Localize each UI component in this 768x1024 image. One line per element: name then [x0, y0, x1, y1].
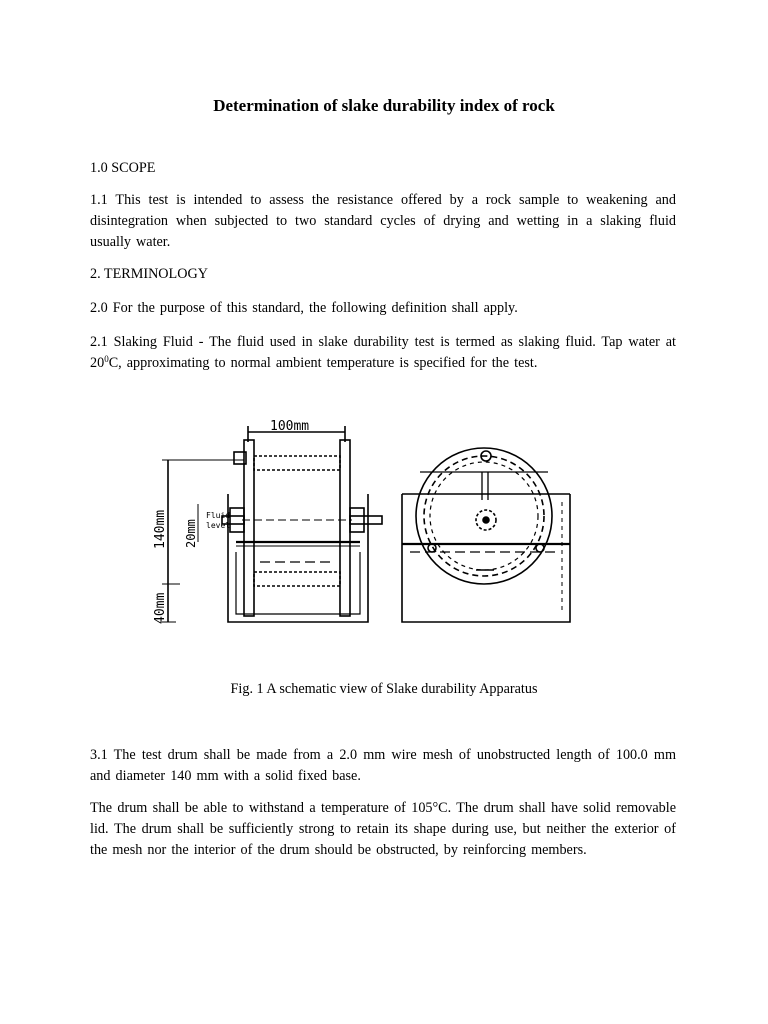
- end-view: [402, 448, 570, 622]
- drum-mesh-circle: [424, 456, 544, 576]
- width-label: 100mm: [270, 419, 310, 434]
- height-label: 140mm: [153, 509, 168, 549]
- page-title: Determination of slake durability index of rock: [213, 96, 555, 115]
- bearing-left: [230, 508, 244, 532]
- drum-plate-right: [340, 440, 350, 616]
- bearing-right: [350, 508, 364, 532]
- paragraph-2-1: [90, 332, 676, 374]
- axle-center: [483, 517, 489, 523]
- tank-outline: [228, 494, 368, 622]
- drum-outer-circle: [416, 448, 552, 584]
- roller-left: [428, 544, 436, 552]
- figure-caption: Fig. 1 A schematic view of Slake durability Apparatus: [230, 681, 538, 697]
- drum-mesh-bottom: [254, 572, 340, 586]
- section-heading-scope: 1.0 SCOPE: [90, 160, 156, 176]
- axle-right: [350, 516, 382, 524]
- paragraph-2-1-text-cont: C, approximating to normal ambient temperature is specified for the test.: [108, 355, 538, 371]
- paragraph-1-1: 1.1 This test is intended to assess the resistance offered by a rock sample to weakening and disintegration when subjected to two standard cycles of drying and wetting in a slaking fluid usually water.: [90, 192, 676, 250]
- paragraph-3-1: 3.1 The test drum shall be made from a 2.0 mm wire mesh of unobstructed length of 100.0 mm and diameter 140 mm with a solid fixed base.: [90, 747, 676, 784]
- slake-durability-schematic: [150, 412, 590, 634]
- section-heading-terminology: 2. TERMINOLOGY: [90, 266, 208, 282]
- paragraph-3-2: The drum shall be able to withstand a temperature of 105°C. The drum shall have solid removable lid. The drum shall be sufficiently strong to retain its shape during use, but neither the exterior of the mesh nor the interior of the drum should be obstructed, by reinforcing members.: [90, 800, 676, 858]
- roller-right: [536, 544, 544, 552]
- fluid-label: Fluid: [206, 511, 231, 520]
- end-tank-outline: [402, 494, 570, 622]
- drum-plate-left: [244, 440, 254, 616]
- superscript-degree: 0: [104, 354, 109, 364]
- drum-inner-circle: [430, 462, 538, 570]
- apparatus-figure: [150, 412, 590, 634]
- level-label: level: [206, 521, 231, 530]
- drum-mesh-top: [254, 456, 340, 470]
- side-view: [153, 419, 382, 624]
- paragraph-2-1-text: 2.1 Slaking Fluid - The fluid used in slake durability test is termed as slaking fluid. Tap water at 20: [90, 334, 676, 371]
- paragraph-2-0: 2.0 For the purpose of this standard, the following definition shall apply.: [90, 300, 518, 316]
- fluid-depth-label: 20mm: [184, 519, 198, 548]
- base-label: 40mm: [153, 592, 168, 624]
